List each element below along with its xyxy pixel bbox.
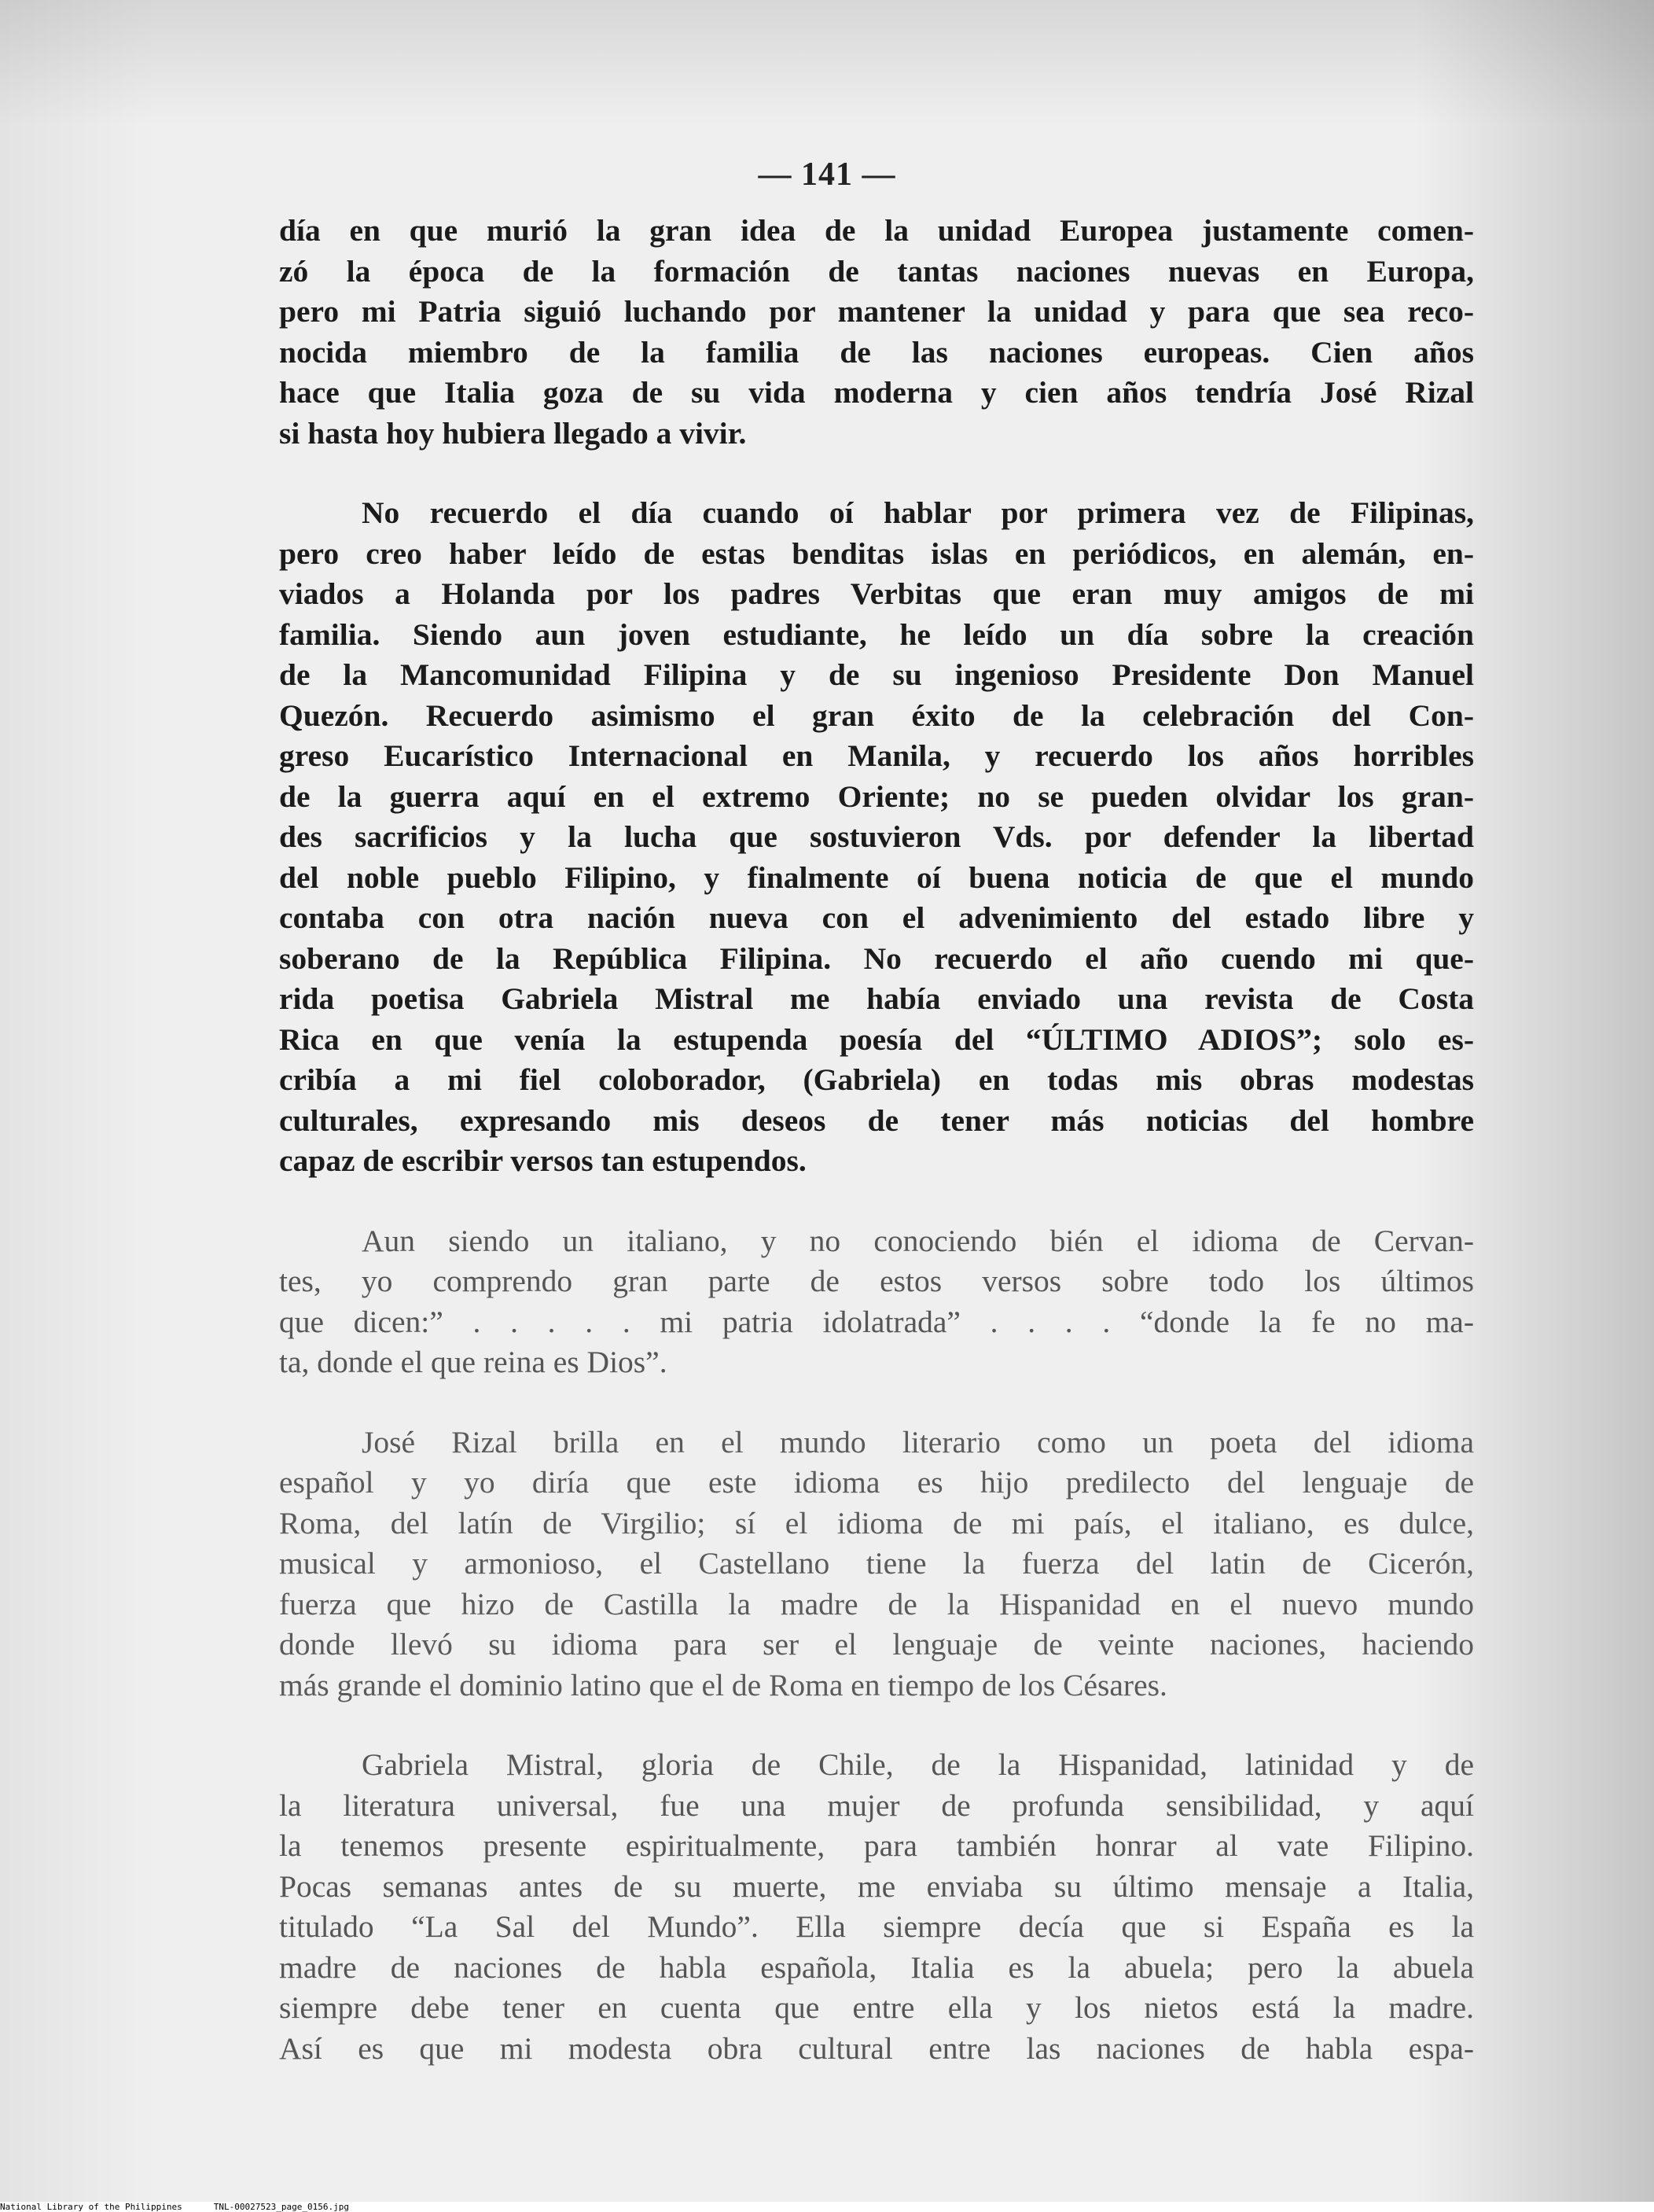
text-line: pero creo haber leído de estas benditas islas en periódicos, en alemán, en- <box>279 536 1474 571</box>
text-line: si hasta hoy hubiera llegado a vivir. <box>279 415 747 451</box>
paragraph-gap <box>279 454 1474 493</box>
text-line: tes, yo comprendo gran parte de estos versos sobre todo los últimos <box>279 1264 1474 1298</box>
paragraph-gap <box>279 1383 1474 1423</box>
paragraph-4 <box>279 1423 1474 1706</box>
text-line: Quezón. Recuerdo asimismo el gran éxito de la celebración del Con- <box>279 697 1474 733</box>
text-line: la literatura universal, fue una mujer de profunda sensibilidad, y aquí <box>279 1787 1474 1823</box>
text-line: pero mi Patria siguió luchando por mantener la unidad y para que sea reco- <box>279 294 1474 329</box>
scan-footer <box>0 2202 1654 2212</box>
text-line: familia. Siendo aun joven estudiante, he leído un día sobre la creación <box>279 616 1474 652</box>
text-line: titulado “La Sal del Mundo”. Ella siempre decía que si España es la <box>279 1909 1474 1944</box>
text-line: donde llevó su idioma para ser el lenguaje de veinte naciones, haciendo <box>279 1627 1474 1662</box>
text-line: día en que murió la gran idea de la unidad Europea justamente comen- <box>279 213 1474 248</box>
text-line: rida poetisa Gabriela Mistral me había enviado una revista de Costa <box>279 981 1474 1016</box>
paragraph-2 <box>279 493 1474 1182</box>
text-line: nocida miembro de la familia de las naciones europeas. Cien años <box>279 334 1474 370</box>
text-line: que dicen:” . . . . . mi patria idolatrada” . . . . “donde la fe no ma- <box>279 1304 1474 1339</box>
paragraph-gap <box>279 1182 1474 1221</box>
text-line: José Rizal brilla en el mundo literario como un poeta del idioma <box>362 1424 1474 1459</box>
text-line: Rica en que venía la estupenda poesía del “ÚLTIMO ADIOS”; solo es- <box>279 1021 1474 1057</box>
text-line: soberano de la República Filipina. No recuerdo el año cuendo mi que- <box>279 940 1474 976</box>
text-line: musical y armonioso, el Castellano tiene la fuerza del latin de Cicerón, <box>279 1546 1474 1581</box>
paragraph-1 <box>279 211 1474 454</box>
text-line: fuerza que hizo de Castilla la madre de la Hispanidad en el nuevo mundo <box>279 1586 1474 1621</box>
text-line: Así es que mi modesta obra cultural entre las naciones de habla espa- <box>279 2030 1474 2066</box>
body-text <box>279 211 1474 2069</box>
text-line: des sacrificios y la lucha que sostuvieron Vds. por defender la libertad <box>279 819 1474 854</box>
text-line: capaz de escribir versos tan estupendos. <box>279 1143 807 1178</box>
footer-file: TNL-00027523_page_0156.jpg <box>213 2202 349 2212</box>
text-line: culturales, expresando mis deseos de tener más noticias del hombre <box>279 1102 1474 1138</box>
text-line: cribía a mi fiel coloborador, (Gabriela) en todas mis obras modestas <box>279 1062 1474 1097</box>
paragraph-5 <box>279 1745 1474 2069</box>
text-line: No recuerdo el día cuando oí hablar por primera vez de Filipinas, <box>362 495 1474 530</box>
text-line: Pocas semanas antes de su muerte, me enviaba su último mensaje a Italia, <box>279 1868 1474 1904</box>
text-line: siempre debe tener en cuenta que entre ella y los nietos está la madre. <box>279 1990 1474 2025</box>
paragraph-3 <box>279 1221 1474 1383</box>
text-line: madre de naciones de habla española, Italia es la abuela; pero la abuela <box>279 1949 1474 1985</box>
text-line: contaba con otra nación nueva con el advenimiento del estado libre y <box>279 900 1474 935</box>
text-line: viados a Holanda por los padres Verbitas que eran muy amigos de mi <box>279 576 1474 611</box>
text-line: Roma, del latín de Virgilio; sí el idioma de mi país, el italiano, es dulce, <box>279 1505 1474 1540</box>
footer-library: National Library of the Philippines <box>0 2202 182 2212</box>
text-line: zó la época de la formación de tantas naciones nuevas en Europa, <box>279 253 1474 289</box>
text-line: del noble pueblo Filipino, y finalmente oí buena noticia de que el mundo <box>279 859 1474 895</box>
text-line: Gabriela Mistral, gloria de Chile, de la Hispanidad, latinidad y de <box>362 1747 1474 1782</box>
paragraph-gap <box>279 1706 1474 1745</box>
text-line: greso Eucarístico Internacional en Manila, y recuerdo los años horribles <box>279 738 1474 773</box>
text-line: ta, donde el que reina es Dios”. <box>279 1345 667 1379</box>
text-line: Aun siendo un italiano, y no conociendo bién el idioma de Cervan- <box>362 1223 1474 1258</box>
text-line: hace que Italia goza de su vida moderna y cien años tendría José Rizal <box>279 375 1474 410</box>
text-line: más grande el dominio latino que el de Roma en tiempo de los Césares. <box>279 1667 1167 1702</box>
text-line: de la guerra aquí en el extremo Oriente; no se pueden olvidar los gran- <box>279 778 1474 814</box>
text-line: la tenemos presente espiritualmente, para también honrar al vate Filipino. <box>279 1828 1474 1863</box>
text-line: español y yo diría que este idioma es hijo predilecto del lenguaje de <box>279 1465 1474 1500</box>
text-line: de la Mancomunidad Filipina y de su ingenioso Presidente Don Manuel <box>279 657 1474 692</box>
page-number: — 141 — <box>758 156 896 193</box>
